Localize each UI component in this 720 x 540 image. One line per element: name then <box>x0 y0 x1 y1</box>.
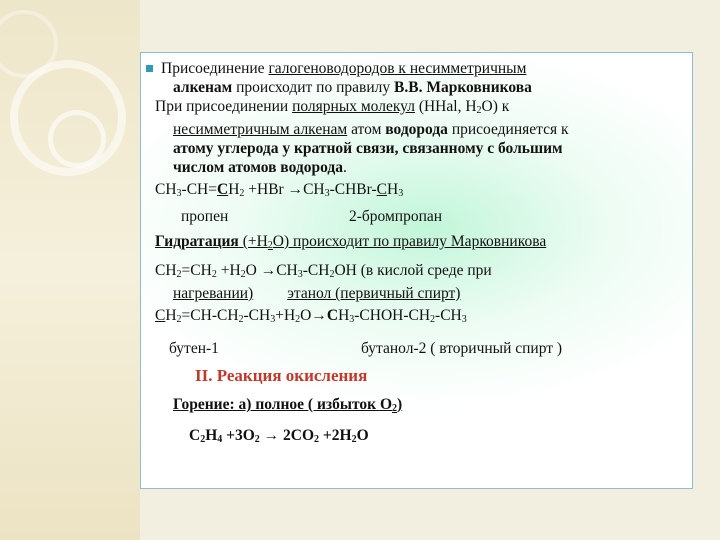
eq-part: →C <box>311 307 339 324</box>
text-line <box>155 139 685 158</box>
compound-name: пропен <box>181 208 229 225</box>
bullet-icon <box>146 65 153 72</box>
text-fragment: водорода <box>385 121 448 138</box>
equation-propene <box>155 180 685 203</box>
eq-part: → 2 <box>259 427 291 444</box>
name-line <box>155 339 685 358</box>
text-fragment: числом атомов водорода <box>173 159 343 176</box>
eq-part: C <box>155 307 166 324</box>
subscript: 2 <box>176 314 182 325</box>
subscript: 2 <box>295 314 301 325</box>
subscript: 3 <box>398 188 404 199</box>
eq-part: -CH <box>435 307 462 324</box>
text-line <box>155 120 685 139</box>
text-fragment: несимметричным <box>409 60 527 77</box>
eq-part: C <box>216 181 229 198</box>
subscript: 2 <box>476 105 482 116</box>
eq-part: -CHOH-CH <box>354 307 431 324</box>
equation-ethene <box>155 261 685 284</box>
text-fragment: алкенам <box>173 79 233 96</box>
eq-part: -CH= <box>181 181 217 198</box>
section-heading <box>155 366 685 386</box>
subscript: 2 <box>267 240 273 251</box>
text-fragment: Гидратация <box>155 233 239 250</box>
equation-combustion <box>155 426 685 449</box>
subscript: 3 <box>324 188 330 199</box>
text-fragment: (+H <box>238 233 268 250</box>
subscript: 2 <box>430 314 436 325</box>
name-line <box>155 207 685 226</box>
subscript: 2 <box>238 314 244 325</box>
text-fragment: полярных молекул <box>292 98 415 115</box>
subscript: 4 <box>217 434 223 445</box>
text-fragment: Горение: а) полное ( избыток <box>173 396 380 413</box>
eq-part: +H <box>275 307 296 324</box>
eq-part: O <box>242 427 255 444</box>
text-fragment: ) <box>397 396 403 413</box>
eq-part: H <box>339 427 352 444</box>
text-fragment: происходит по правилу <box>232 79 395 96</box>
text-fragment: галогеноводородов <box>268 60 395 77</box>
eq-part: C <box>376 181 387 198</box>
decorative-ring <box>48 110 106 168</box>
text-fragment: этанол (первичный спирт) <box>287 285 461 302</box>
eq-part: +3 <box>222 427 243 444</box>
text-line <box>155 97 685 120</box>
slide-content-box <box>140 52 693 489</box>
slide-text <box>155 59 685 449</box>
subscript: 3 <box>461 314 467 325</box>
decorative-background-right <box>695 0 720 540</box>
text-fragment: При присоединении <box>155 98 293 115</box>
subscript: 2 <box>200 434 206 445</box>
text-fragment: атом <box>347 121 386 138</box>
eq-part: H <box>165 307 177 324</box>
eq-part: O <box>300 307 312 324</box>
subscript: 2 <box>211 269 217 280</box>
eq-part: H <box>387 181 399 198</box>
subscript: 2 <box>329 269 335 280</box>
subscript: 2 <box>254 434 260 445</box>
text-fragment: В.В. Марковникова <box>394 79 532 96</box>
subscript: 2 <box>351 434 357 445</box>
text-fragment: несимметричным алкенам <box>173 121 348 138</box>
text-fragment: атому углерода у кратной связи <box>173 140 395 157</box>
eq-part: -CH <box>302 262 330 279</box>
subscript: 2 <box>314 434 320 445</box>
eq-part: H <box>205 427 218 444</box>
subscript: 2 <box>392 403 397 414</box>
combustion-line <box>155 395 685 418</box>
eq-part: =CH-CH <box>181 307 239 324</box>
section-title: II. Реакция окисления <box>195 366 368 385</box>
text-fragment: (HHal, H <box>414 98 477 115</box>
eq-part: C <box>189 427 201 444</box>
eq-part: OH (в кислой среде при <box>334 262 492 279</box>
text-line <box>155 158 685 177</box>
eq-part: CH <box>155 262 177 279</box>
compound-name: бутен-1 <box>169 340 219 357</box>
hydration-line <box>155 232 685 255</box>
decorative-background <box>0 0 140 540</box>
text-fragment: присоединяется к <box>447 121 569 138</box>
eq-part: +HBr →CH <box>244 181 325 198</box>
subscript: 3 <box>270 314 276 325</box>
eq-part: O →CH <box>245 262 298 279</box>
eq-part: CH <box>155 181 177 198</box>
text-fragment: O <box>379 396 392 413</box>
text-fragment: O) происходит по правилу Марковникова <box>272 233 547 250</box>
subscript: 3 <box>297 269 303 280</box>
eq-part: O <box>356 427 369 444</box>
eq-part: H <box>228 181 240 198</box>
text-fragment: Присоединение <box>161 60 269 77</box>
subscript: 2 <box>240 269 246 280</box>
text-fragment: . <box>343 159 347 176</box>
eq-part: H <box>338 307 350 324</box>
eq-part: =CH <box>181 262 212 279</box>
text-line <box>155 284 685 303</box>
subscript: 2 <box>239 188 245 199</box>
subscript: 3 <box>349 314 355 325</box>
eq-part: CO <box>290 427 315 444</box>
eq-part: -CH <box>243 307 271 324</box>
text-line <box>155 78 685 97</box>
text-fragment: O) к <box>481 98 510 115</box>
bullet-line <box>155 59 685 78</box>
eq-part: +2 <box>319 427 340 444</box>
eq-part: +H <box>216 262 241 279</box>
compound-name: 2-бромпропан <box>349 208 443 225</box>
text-fragment: нагревании) <box>173 285 254 302</box>
text-fragment: к <box>394 60 410 77</box>
subscript: 2 <box>176 269 182 280</box>
text-fragment: , связанному с большим <box>394 140 563 157</box>
eq-part: -CHBr- <box>329 181 377 198</box>
equation-butene <box>155 306 685 329</box>
compound-name: бутанол-2 ( вторичный спирт ) <box>361 340 563 357</box>
subscript: 3 <box>176 188 182 199</box>
